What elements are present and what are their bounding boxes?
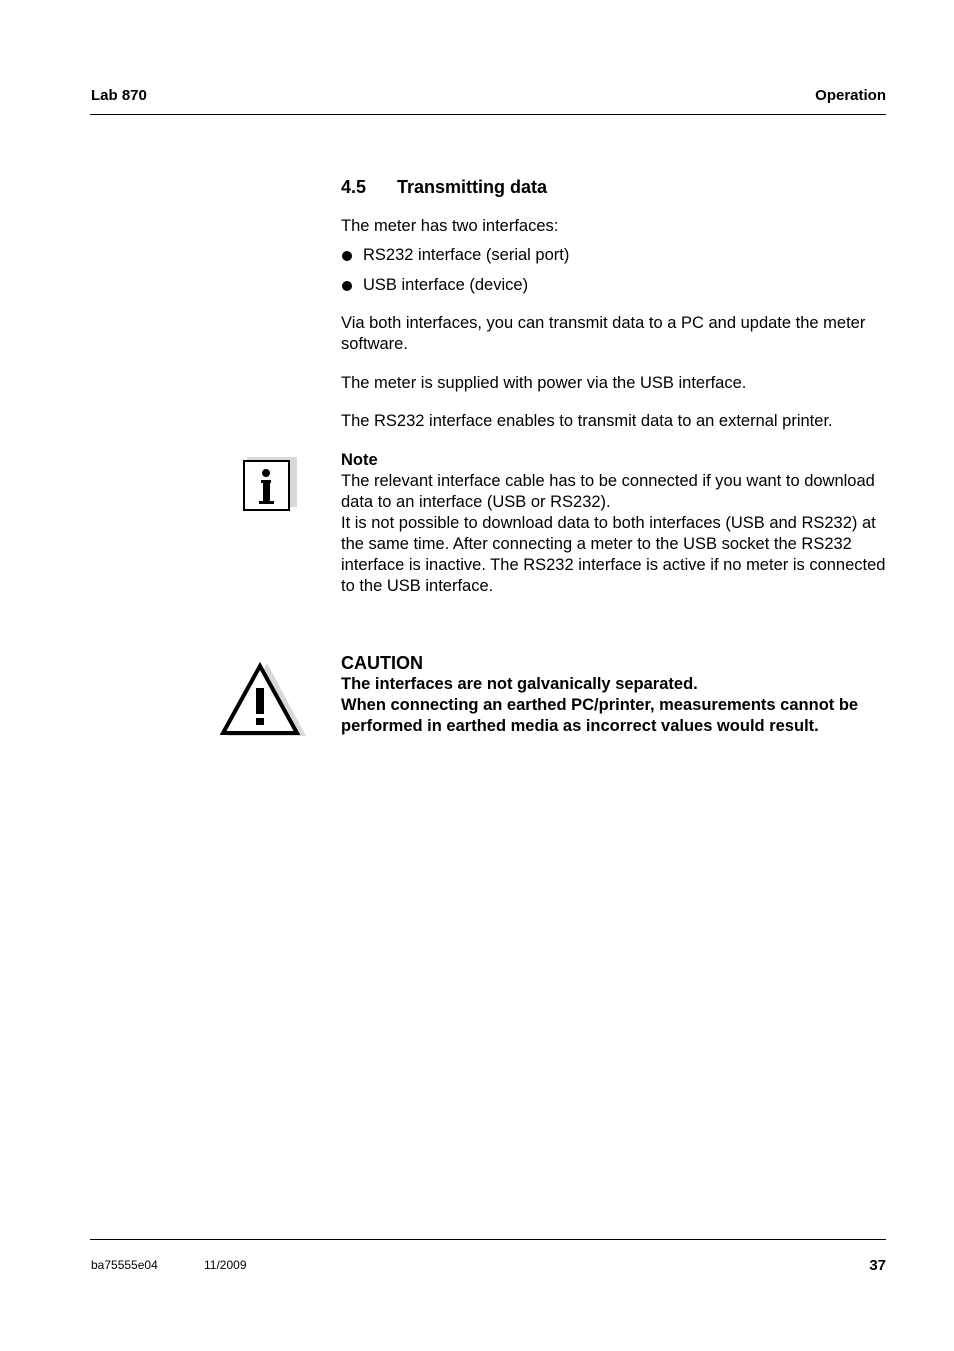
footer-doc-id: ba75555e04 <box>91 1258 158 1272</box>
caution-block <box>341 652 889 737</box>
list-item-text: RS232 interface (serial port) <box>363 246 570 264</box>
footer-rule <box>90 1239 886 1240</box>
intro-paragraph: The meter has two interfaces: <box>341 217 559 235</box>
header-rule <box>90 114 886 115</box>
caution-text: When connecting an earthed PC/printer, measurements cannot be performed in earthed media as incorrect values would result. <box>341 696 859 735</box>
bullet-icon <box>342 281 352 291</box>
list-item-text: USB interface (device) <box>363 276 529 294</box>
caution-title: CAUTION <box>341 653 423 673</box>
paragraph: The RS232 interface enables to transmit data to an external printer. <box>341 412 833 430</box>
header-doc-title: Lab 870 <box>91 87 147 104</box>
note-block <box>341 450 889 597</box>
header-chapter: Operation <box>815 87 886 104</box>
warning-triangle-icon <box>220 660 306 738</box>
note-text: The relevant interface cable has to be connected if you want to download data to an interface (USB or RS232). <box>341 472 875 511</box>
bullet-icon <box>342 251 352 261</box>
footer-date: 11/2009 <box>204 1258 247 1272</box>
paragraph: The meter is supplied with power via the USB interface. <box>341 374 747 392</box>
note-title: Note <box>341 451 378 469</box>
note-text: It is not possible to download data to both interfaces (USB and RS232) at the same time. After connecting a meter to the USB socket the RS232 interface is inactive. The RS232 interface is active if no meter is connected to the USB interface. <box>341 514 886 595</box>
section-title: Transmitting data <box>397 177 548 197</box>
caution-text: The interfaces are not galvanically separated. <box>341 675 698 693</box>
section-number: 4.5 <box>341 177 367 197</box>
page-number: 37 <box>869 1257 886 1274</box>
info-icon <box>243 457 297 511</box>
paragraph: Via both interfaces, you can transmit data to a PC and update the meter software. <box>341 314 866 353</box>
